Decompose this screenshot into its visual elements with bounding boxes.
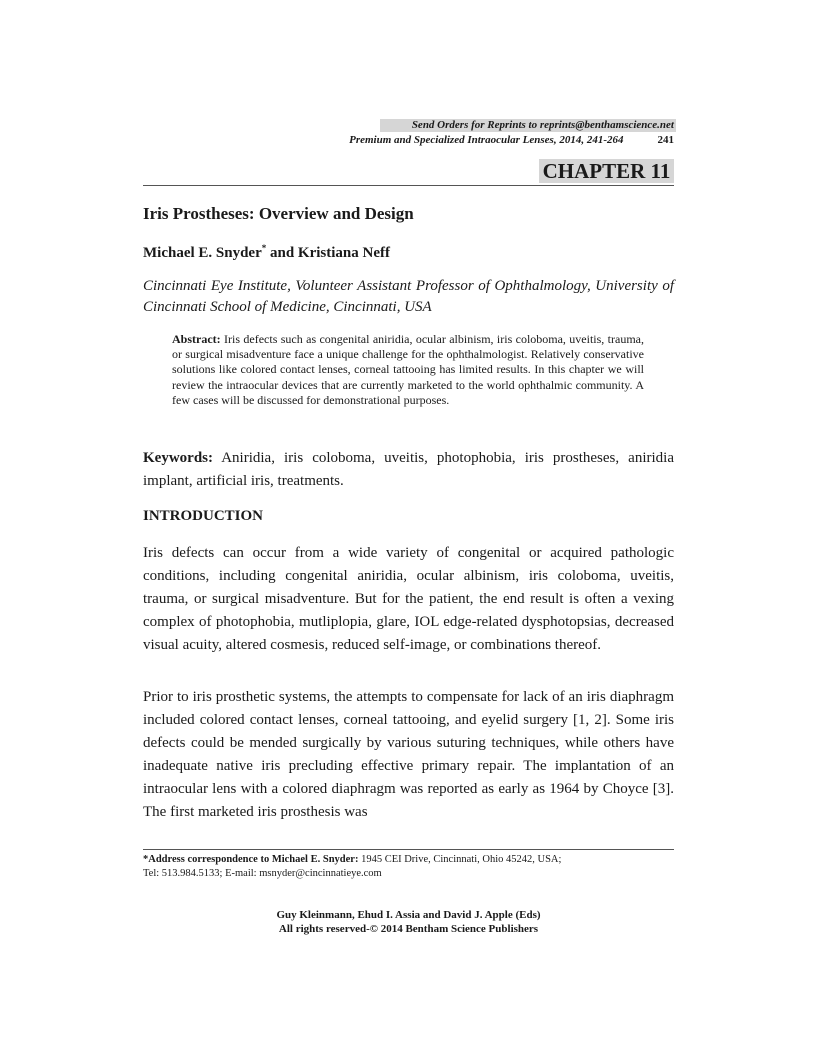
footnote-address-line xyxy=(143,853,674,867)
keywords xyxy=(143,447,674,493)
affiliation: Cincinnati Eye Institute, Volunteer Assistant Professor of Ophthalmology, University of Cincinnati School of Medicine, Cincinnati, USA xyxy=(143,278,674,315)
editors-line: Guy Kleinmann, Ehud I. Assia and David J. Apple (Eds) xyxy=(276,909,541,921)
footnote xyxy=(143,853,674,881)
source-title: Premium and Specialized Intraocular Lenses, 2014, 241-264 xyxy=(349,134,624,146)
abstract-label: Abstract: xyxy=(172,332,221,346)
abstract-text: Iris defects such as congenital aniridia, ocular albinism, iris coloboma, uveitis, trauma, or surgical misadventure face a unique challenge for the ophthalmologist. Relatively conservative solutions like colored contact lenses, corneal tattooing has limited results. In this chapter we will review the intraocular devices that are currently marketed to the world ophthalmic community. A few cases will be discussed for demonstrational purposes. xyxy=(172,332,644,407)
correspondence-mark: * xyxy=(261,243,267,253)
footnote-address: 1945 CEI Drive, Cincinnati, Ohio 45242, USA; xyxy=(358,854,562,865)
journal-source-line xyxy=(200,133,674,147)
book-footer xyxy=(143,909,674,936)
author-secondary: and Kristiana Neff xyxy=(266,245,390,261)
header-divider xyxy=(143,185,674,186)
article-title: Iris Prostheses: Overview and Design xyxy=(143,204,414,223)
section-heading: INTRODUCTION xyxy=(143,508,264,524)
rights-line: All rights reserved-© 2014 Bentham Science Publishers xyxy=(278,922,539,935)
abstract xyxy=(172,332,644,408)
keywords-text: Aniridia, iris coloboma, uveitis, photophobia, iris prostheses, aniridia implant, artificial iris, treatments. xyxy=(143,450,674,489)
footnote-label: *Address correspondence to Michael E. Snyder: xyxy=(143,854,359,865)
body-paragraph-1: Iris defects can occur from a wide variety of congenital or acquired pathologic conditions, including congenital aniridia, ocular albinism, iris coloboma, uveitis, trauma, or surgical misadventure. But for the patient, the end result is often a vexing complex of photophobia, mutliplopia, glare, IOL edge-related dysphotopsias, decreased visual acuity, altered cosmesis, reduced self-image, or combinations thereof. xyxy=(143,545,674,653)
body-paragraph-2: Prior to iris prosthetic systems, the attempts to compensate for lack of an iris diaphragm included colored contact lenses, corneal tattooing, and eyelid surgery [1, 2]. Some iris defects could be mended surgically by various suturing techniques, while others have inadequate native iris precluding effective primary repair. The implantation of an intraocular lens with a colored diaphragm was reported as early as 1964 by Choyce [3]. The first marketed iris prosthesis was xyxy=(143,689,674,820)
author-line xyxy=(143,238,390,263)
reprints-note: Send Orders for Reprints to reprints@benthamscience.net xyxy=(380,119,676,132)
footnote-divider xyxy=(143,849,674,850)
author-primary: Michael E. Snyder xyxy=(143,245,262,261)
footnote-contact: Tel: 513.984.5133; E-mail: msnyder@cincinnatieye.com xyxy=(143,868,382,879)
chapter-label: CHAPTER 11 xyxy=(539,159,674,183)
keywords-label: Keywords: xyxy=(143,450,213,466)
page-number: 241 xyxy=(657,134,674,146)
